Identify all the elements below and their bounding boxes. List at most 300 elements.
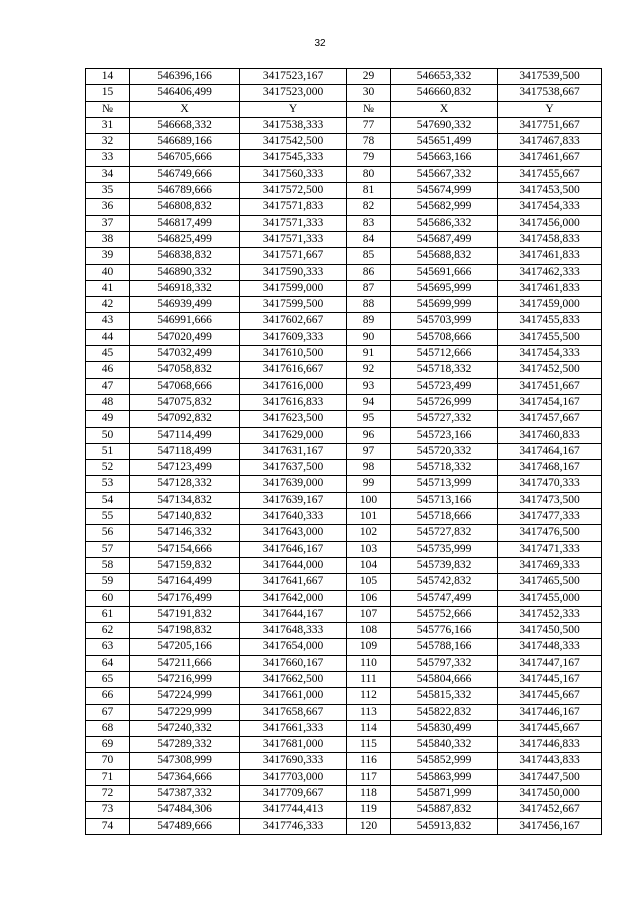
x-right-cell: 545852,999 <box>391 753 498 769</box>
y-right-cell: 3417454,333 <box>498 199 602 215</box>
y-right-cell: 3417461,833 <box>498 280 602 296</box>
x-left-cell: 547211,666 <box>130 655 240 671</box>
y-left-cell: 3417644,167 <box>240 606 347 622</box>
y-left-cell: 3417631,167 <box>240 443 347 459</box>
point-number-left-cell: 41 <box>86 280 130 296</box>
y-right-cell: 3417455,833 <box>498 313 602 329</box>
x-left-cell: 547289,332 <box>130 737 240 753</box>
point-number-left-cell: 56 <box>86 525 130 541</box>
y-right-cell: 3417447,500 <box>498 769 602 785</box>
y-left-cell: 3417709,667 <box>240 786 347 802</box>
table-row <box>86 134 602 150</box>
x-left-cell: 547146,332 <box>130 525 240 541</box>
table-row <box>86 183 602 199</box>
point-number-right-cell: № <box>347 101 391 117</box>
y-left-cell: 3417744,413 <box>240 802 347 818</box>
y-left-cell: 3417616,000 <box>240 378 347 394</box>
point-number-right-cell: 96 <box>347 427 391 443</box>
x-right-cell: 545718,332 <box>391 460 498 476</box>
point-number-right-cell: 105 <box>347 574 391 590</box>
y-left-cell: 3417572,500 <box>240 183 347 199</box>
x-right-cell: 545797,332 <box>391 655 498 671</box>
x-left-cell: 547216,999 <box>130 671 240 687</box>
y-left-cell: 3417616,667 <box>240 362 347 378</box>
point-number-right-cell: 101 <box>347 509 391 525</box>
point-number-left-cell: 47 <box>86 378 130 394</box>
point-number-left-cell: 38 <box>86 231 130 247</box>
x-left-cell: 547387,332 <box>130 786 240 802</box>
y-right-cell: 3417467,833 <box>498 134 602 150</box>
y-left-cell: 3417571,667 <box>240 248 347 264</box>
x-left-cell: 546817,499 <box>130 215 240 231</box>
point-number-right-cell: 116 <box>347 753 391 769</box>
point-number-right-cell: 118 <box>347 786 391 802</box>
point-number-left-cell: 65 <box>86 671 130 687</box>
point-number-right-cell: 110 <box>347 655 391 671</box>
point-number-right-cell: 107 <box>347 606 391 622</box>
point-number-left-cell: 62 <box>86 623 130 639</box>
x-right-cell: 545742,832 <box>391 574 498 590</box>
y-left-cell: 3417545,333 <box>240 150 347 166</box>
y-left-cell: 3417646,167 <box>240 541 347 557</box>
x-right-cell: 545727,832 <box>391 525 498 541</box>
x-right-cell: 545776,166 <box>391 623 498 639</box>
x-left-cell: 547176,499 <box>130 590 240 606</box>
point-number-right-cell: 88 <box>347 297 391 313</box>
point-number-right-cell: 112 <box>347 688 391 704</box>
x-right-cell: 545913,832 <box>391 818 498 834</box>
y-right-cell: 3417450,000 <box>498 786 602 802</box>
point-number-right-cell: 94 <box>347 394 391 410</box>
y-right-cell: 3417459,000 <box>498 297 602 313</box>
x-left-cell: 547123,499 <box>130 460 240 476</box>
x-right-cell: 546653,332 <box>391 69 498 85</box>
y-right-cell: 3417445,667 <box>498 720 602 736</box>
table-row <box>86 248 602 264</box>
point-number-right-cell: 87 <box>347 280 391 296</box>
y-right-cell: 3417455,500 <box>498 329 602 345</box>
point-number-left-cell: 61 <box>86 606 130 622</box>
y-left-cell: 3417629,000 <box>240 427 347 443</box>
y-right-cell: 3417456,167 <box>498 818 602 834</box>
point-number-left-cell: 57 <box>86 541 130 557</box>
point-number-left-cell: 67 <box>86 704 130 720</box>
x-left-cell: 547240,332 <box>130 720 240 736</box>
x-right-cell: 545686,332 <box>391 215 498 231</box>
y-right-cell: 3417457,667 <box>498 411 602 427</box>
y-left-cell: 3417623,500 <box>240 411 347 427</box>
y-right-cell: 3417445,167 <box>498 671 602 687</box>
point-number-left-cell: 50 <box>86 427 130 443</box>
table-row <box>86 411 602 427</box>
x-left-cell: 546939,499 <box>130 297 240 313</box>
point-number-left-cell: 53 <box>86 476 130 492</box>
point-number-left-cell: 60 <box>86 590 130 606</box>
y-left-cell: 3417599,000 <box>240 280 347 296</box>
y-right-cell: 3417446,167 <box>498 704 602 720</box>
table-row <box>86 606 602 622</box>
y-left-cell: 3417560,333 <box>240 166 347 182</box>
x-right-cell: 545726,999 <box>391 394 498 410</box>
x-left-cell: 547205,166 <box>130 639 240 655</box>
y-right-cell: 3417461,667 <box>498 150 602 166</box>
x-right-cell: 545703,999 <box>391 313 498 329</box>
point-number-left-cell: 14 <box>86 69 130 85</box>
table-row <box>86 199 602 215</box>
y-left-cell: 3417681,000 <box>240 737 347 753</box>
x-left-cell: 547489,666 <box>130 818 240 834</box>
y-left-cell: 3417746,333 <box>240 818 347 834</box>
point-number-left-cell: 55 <box>86 509 130 525</box>
x-right-cell: 545682,999 <box>391 199 498 215</box>
point-number-right-cell: 106 <box>347 590 391 606</box>
point-number-right-cell: 115 <box>347 737 391 753</box>
x-left-cell: 546825,499 <box>130 231 240 247</box>
table-row <box>86 150 602 166</box>
x-left-cell: 546705,666 <box>130 150 240 166</box>
table-row <box>86 69 602 85</box>
x-right-cell: 545727,332 <box>391 411 498 427</box>
y-left-cell: 3417648,333 <box>240 623 347 639</box>
x-right-cell: 545735,999 <box>391 541 498 557</box>
x-right-cell: 545718,332 <box>391 362 498 378</box>
point-number-left-cell: 68 <box>86 720 130 736</box>
point-number-right-cell: 93 <box>347 378 391 394</box>
y-left-cell: 3417610,500 <box>240 346 347 362</box>
point-number-left-cell: 37 <box>86 215 130 231</box>
point-number-right-cell: 91 <box>347 346 391 362</box>
y-right-cell: 3417465,500 <box>498 574 602 590</box>
x-right-cell: 545788,166 <box>391 639 498 655</box>
y-right-cell: 3417473,500 <box>498 492 602 508</box>
table-row <box>86 492 602 508</box>
x-left-cell: 547128,332 <box>130 476 240 492</box>
point-number-right-cell: 90 <box>347 329 391 345</box>
page-number: 32 <box>314 38 326 49</box>
y-right-cell: 3417452,667 <box>498 802 602 818</box>
y-left-cell: 3417662,500 <box>240 671 347 687</box>
point-number-right-cell: 100 <box>347 492 391 508</box>
point-number-right-cell: 78 <box>347 134 391 150</box>
x-right-cell: 545723,166 <box>391 427 498 443</box>
y-right-cell: 3417538,667 <box>498 85 602 101</box>
point-number-right-cell: 79 <box>347 150 391 166</box>
x-left-cell: 547224,999 <box>130 688 240 704</box>
x-right-cell: 545712,666 <box>391 346 498 362</box>
y-right-cell: 3417452,500 <box>498 362 602 378</box>
point-number-right-cell: 120 <box>347 818 391 834</box>
point-number-right-cell: 104 <box>347 557 391 573</box>
x-left-cell: 547114,499 <box>130 427 240 443</box>
x-left-cell: 546890,332 <box>130 264 240 280</box>
y-left-cell: 3417640,333 <box>240 509 347 525</box>
table-row <box>86 737 602 753</box>
x-right-cell: 545688,832 <box>391 248 498 264</box>
point-number-right-cell: 77 <box>347 117 391 133</box>
point-number-left-cell: 70 <box>86 753 130 769</box>
table-row <box>86 590 602 606</box>
x-right-cell: 545687,499 <box>391 231 498 247</box>
point-number-right-cell: 81 <box>347 183 391 199</box>
x-right-cell: 545815,332 <box>391 688 498 704</box>
x-left-cell: 547058,832 <box>130 362 240 378</box>
x-right-cell: 545887,832 <box>391 802 498 818</box>
x-right-cell: 545691,666 <box>391 264 498 280</box>
point-number-right-cell: 111 <box>347 671 391 687</box>
point-number-right-cell: 109 <box>347 639 391 655</box>
y-right-cell: 3417470,333 <box>498 476 602 492</box>
y-right-cell: 3417454,333 <box>498 346 602 362</box>
x-left-cell: 546808,832 <box>130 199 240 215</box>
x-left-cell: 547154,666 <box>130 541 240 557</box>
coordinates-table-body <box>86 69 602 835</box>
table-row <box>86 655 602 671</box>
y-right-cell: 3417451,667 <box>498 378 602 394</box>
y-left-cell: 3417590,333 <box>240 264 347 280</box>
point-number-left-cell: 33 <box>86 150 130 166</box>
x-right-cell: 545804,666 <box>391 671 498 687</box>
y-left-cell: 3417658,667 <box>240 704 347 720</box>
point-number-right-cell: 97 <box>347 443 391 459</box>
y-left-cell: 3417571,833 <box>240 199 347 215</box>
table-row <box>86 297 602 313</box>
table-row <box>86 85 602 101</box>
table-row <box>86 509 602 525</box>
y-left-cell: 3417637,500 <box>240 460 347 476</box>
table-row <box>86 362 602 378</box>
table-row <box>86 166 602 182</box>
point-number-right-cell: 85 <box>347 248 391 264</box>
table-row <box>86 215 602 231</box>
x-left-cell: 547164,499 <box>130 574 240 590</box>
point-number-left-cell: 69 <box>86 737 130 753</box>
x-right-cell: 547690,332 <box>391 117 498 133</box>
x-right-cell: 545752,666 <box>391 606 498 622</box>
y-right-cell: Y <box>498 101 602 117</box>
table-row <box>86 378 602 394</box>
y-left-cell: 3417639,000 <box>240 476 347 492</box>
x-right-cell: 545713,166 <box>391 492 498 508</box>
x-right-cell: 545720,332 <box>391 443 498 459</box>
point-number-right-cell: 98 <box>347 460 391 476</box>
y-left-cell: 3417542,500 <box>240 134 347 150</box>
x-left-cell: 547134,832 <box>130 492 240 508</box>
point-number-left-cell: 35 <box>86 183 130 199</box>
y-left-cell: 3417538,333 <box>240 117 347 133</box>
y-left-cell: 3417644,000 <box>240 557 347 573</box>
table-row <box>86 786 602 802</box>
point-number-left-cell: 46 <box>86 362 130 378</box>
point-number-right-cell: 84 <box>347 231 391 247</box>
point-number-left-cell: 63 <box>86 639 130 655</box>
table-header-row <box>86 101 602 117</box>
point-number-right-cell: 82 <box>347 199 391 215</box>
table-row <box>86 264 602 280</box>
point-number-left-cell: 15 <box>86 85 130 101</box>
x-left-cell: 546396,166 <box>130 69 240 85</box>
point-number-left-cell: 66 <box>86 688 130 704</box>
point-number-left-cell: 52 <box>86 460 130 476</box>
x-left-cell: 547159,832 <box>130 557 240 573</box>
y-left-cell: 3417641,667 <box>240 574 347 590</box>
point-number-left-cell: 59 <box>86 574 130 590</box>
y-left-cell: 3417523,000 <box>240 85 347 101</box>
point-number-left-cell: 43 <box>86 313 130 329</box>
point-number-left-cell: 49 <box>86 411 130 427</box>
y-right-cell: 3417455,000 <box>498 590 602 606</box>
y-left-cell: 3417523,167 <box>240 69 347 85</box>
point-number-right-cell: 83 <box>347 215 391 231</box>
x-right-cell: 545663,166 <box>391 150 498 166</box>
y-right-cell: 3417461,833 <box>498 248 602 264</box>
table-row <box>86 769 602 785</box>
x-right-cell: 545863,999 <box>391 769 498 785</box>
x-left-cell: 546668,332 <box>130 117 240 133</box>
x-left-cell: 547484,306 <box>130 802 240 818</box>
y-right-cell: 3417450,500 <box>498 623 602 639</box>
table-row <box>86 329 602 345</box>
x-left-cell: 547032,499 <box>130 346 240 362</box>
x-left-cell: 547092,832 <box>130 411 240 427</box>
x-right-cell: 545667,332 <box>391 166 498 182</box>
x-left-cell: 547140,832 <box>130 509 240 525</box>
point-number-left-cell: 34 <box>86 166 130 182</box>
point-number-right-cell: 92 <box>347 362 391 378</box>
point-number-right-cell: 30 <box>347 85 391 101</box>
x-left-cell: 546918,332 <box>130 280 240 296</box>
y-right-cell: 3417452,333 <box>498 606 602 622</box>
y-right-cell: 3417477,333 <box>498 509 602 525</box>
table-row <box>86 231 602 247</box>
x-left-cell: 547075,832 <box>130 394 240 410</box>
point-number-left-cell: № <box>86 101 130 117</box>
y-right-cell: 3417454,167 <box>498 394 602 410</box>
table-row <box>86 394 602 410</box>
x-right-cell: 545708,666 <box>391 329 498 345</box>
table-row <box>86 476 602 492</box>
point-number-right-cell: 80 <box>347 166 391 182</box>
table-row <box>86 704 602 720</box>
y-left-cell: 3417571,333 <box>240 215 347 231</box>
point-number-right-cell: 114 <box>347 720 391 736</box>
coordinates-table <box>85 68 602 835</box>
y-left-cell: Y <box>240 101 347 117</box>
x-left-cell: 546838,832 <box>130 248 240 264</box>
x-right-cell: 545713,999 <box>391 476 498 492</box>
y-left-cell: 3417661,000 <box>240 688 347 704</box>
table-row <box>86 280 602 296</box>
table-row <box>86 346 602 362</box>
point-number-left-cell: 74 <box>86 818 130 834</box>
y-right-cell: 3417443,833 <box>498 753 602 769</box>
x-right-cell: 545840,332 <box>391 737 498 753</box>
point-number-left-cell: 54 <box>86 492 130 508</box>
point-number-left-cell: 71 <box>86 769 130 785</box>
y-left-cell: 3417703,000 <box>240 769 347 785</box>
point-number-right-cell: 89 <box>347 313 391 329</box>
point-number-left-cell: 72 <box>86 786 130 802</box>
x-left-cell: 547191,832 <box>130 606 240 622</box>
table-row <box>86 802 602 818</box>
y-right-cell: 3417476,500 <box>498 525 602 541</box>
table-row <box>86 753 602 769</box>
table-row <box>86 623 602 639</box>
y-right-cell: 3417447,167 <box>498 655 602 671</box>
table-row <box>86 818 602 834</box>
x-left-cell: 547068,666 <box>130 378 240 394</box>
y-right-cell: 3417468,167 <box>498 460 602 476</box>
y-right-cell: 3417462,333 <box>498 264 602 280</box>
y-right-cell: 3417445,667 <box>498 688 602 704</box>
x-right-cell: 545871,999 <box>391 786 498 802</box>
table-row <box>86 117 602 133</box>
x-left-cell: 546689,166 <box>130 134 240 150</box>
x-left-cell: 546749,666 <box>130 166 240 182</box>
y-left-cell: 3417654,000 <box>240 639 347 655</box>
y-right-cell: 3417455,667 <box>498 166 602 182</box>
table-row <box>86 688 602 704</box>
x-left-cell: 547020,499 <box>130 329 240 345</box>
point-number-left-cell: 64 <box>86 655 130 671</box>
x-right-cell: 545695,999 <box>391 280 498 296</box>
point-number-left-cell: 42 <box>86 297 130 313</box>
point-number-left-cell: 39 <box>86 248 130 264</box>
point-number-right-cell: 119 <box>347 802 391 818</box>
x-left-cell: 547308,999 <box>130 753 240 769</box>
x-right-cell: 545651,499 <box>391 134 498 150</box>
y-right-cell: 3417539,500 <box>498 69 602 85</box>
y-right-cell: 3417456,000 <box>498 215 602 231</box>
y-right-cell: 3417460,833 <box>498 427 602 443</box>
y-left-cell: 3417571,333 <box>240 231 347 247</box>
table-row <box>86 639 602 655</box>
y-right-cell: 3417469,333 <box>498 557 602 573</box>
x-right-cell: 545699,999 <box>391 297 498 313</box>
point-number-right-cell: 86 <box>347 264 391 280</box>
y-left-cell: 3417661,333 <box>240 720 347 736</box>
point-number-left-cell: 31 <box>86 117 130 133</box>
table-row <box>86 460 602 476</box>
y-right-cell: 3417471,333 <box>498 541 602 557</box>
y-left-cell: 3417639,167 <box>240 492 347 508</box>
y-left-cell: 3417609,333 <box>240 329 347 345</box>
point-number-right-cell: 103 <box>347 541 391 557</box>
x-right-cell: 545718,666 <box>391 509 498 525</box>
x-right-cell: 546660,832 <box>391 85 498 101</box>
y-right-cell: 3417446,833 <box>498 737 602 753</box>
y-left-cell: 3417642,000 <box>240 590 347 606</box>
x-left-cell: 546991,666 <box>130 313 240 329</box>
point-number-right-cell: 102 <box>347 525 391 541</box>
x-left-cell: 547198,832 <box>130 623 240 639</box>
table-row <box>86 671 602 687</box>
point-number-left-cell: 58 <box>86 557 130 573</box>
point-number-right-cell: 108 <box>347 623 391 639</box>
point-number-left-cell: 32 <box>86 134 130 150</box>
x-right-cell: 545674,999 <box>391 183 498 199</box>
x-right-cell: X <box>391 101 498 117</box>
y-right-cell: 3417448,333 <box>498 639 602 655</box>
y-right-cell: 3417453,500 <box>498 183 602 199</box>
x-right-cell: 545723,499 <box>391 378 498 394</box>
x-right-cell: 545739,832 <box>391 557 498 573</box>
y-left-cell: 3417602,667 <box>240 313 347 329</box>
x-right-cell: 545822,832 <box>391 704 498 720</box>
x-right-cell: 545830,499 <box>391 720 498 736</box>
x-left-cell: 546406,499 <box>130 85 240 101</box>
y-left-cell: 3417616,833 <box>240 394 347 410</box>
table-row <box>86 574 602 590</box>
